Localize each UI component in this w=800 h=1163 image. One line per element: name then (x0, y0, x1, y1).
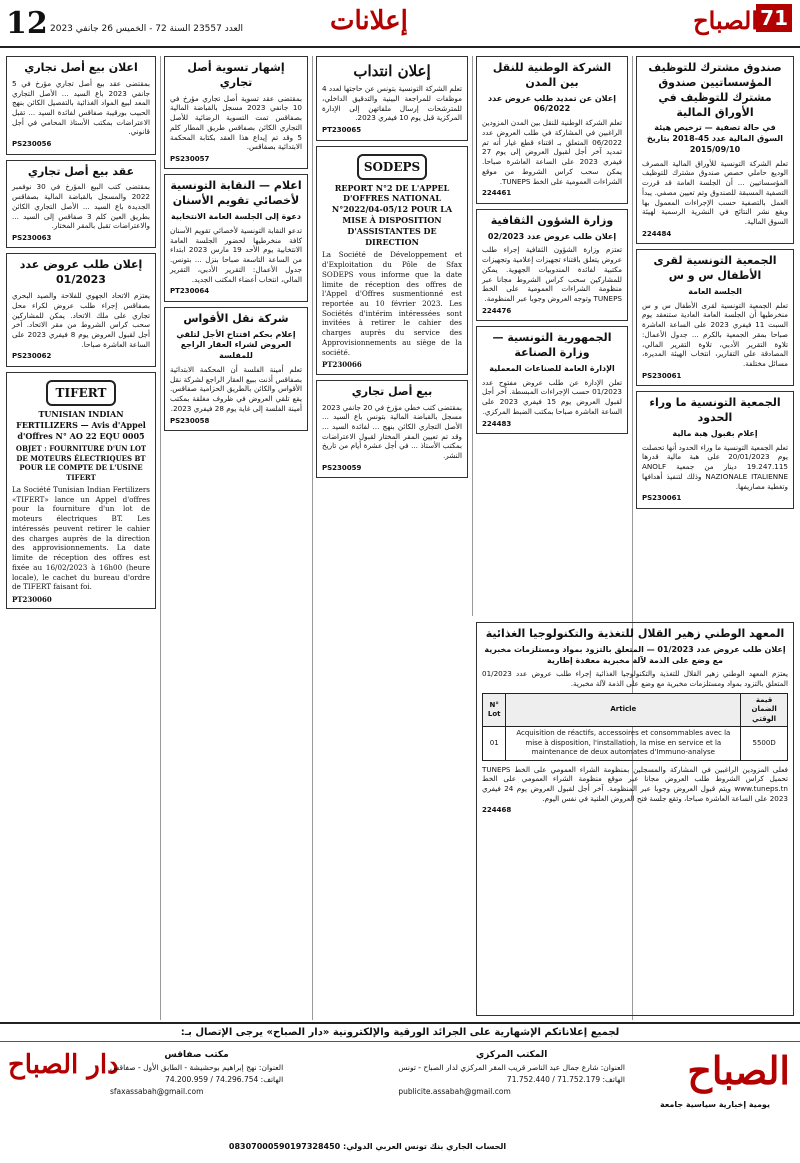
ad-ref: PS230062 (12, 352, 52, 361)
ad-subtitle: إعلان طلب عروض عدد 01/2023 — المتعلق بالتزود بمواد ومستلزمات مخبرية مع وضع على الذمة لآلة مخبرية معقدة إطارية (484, 644, 786, 665)
ad-ref: PS230056 (12, 140, 52, 149)
table-header-row (483, 693, 788, 726)
page-footer (0, 1022, 800, 1163)
ad-body-2: فعلى المزودين الراغبين في المشاركة والمسجلين بمنظومة الشراء العمومي على الخط TUNEPS تحميل كراس الشروط طلب العروض مجانا عبر موقع منظومة الشراء العمومي على الخط www.tuneps.tn ويتم قبول العروض وجوبا عبر المنظومة. آخر أجل لقبول العروض يوم 24 فيفري 2023 على الساعة العاشرة صباحا، وتقع جلسة فتح العروض العلنية في نفس اليوم. (482, 764, 788, 803)
sfax-address: العنوان: نهج إبراهيم بوحشيشة - الطابق الأول - صفاقس (110, 1063, 284, 1073)
ad-orthodontists-union (164, 174, 308, 301)
ad-ref: PT230066 (322, 360, 362, 370)
ad-title: الجمعية التونسية ما وراء الحدود (649, 396, 781, 425)
ad-business-sale-2 (6, 56, 156, 155)
ad-tifert (6, 372, 156, 609)
ad-ref: 224476 (482, 306, 512, 315)
ad-subtitle: الجلسة العامة (688, 286, 742, 296)
ad-body: La Société de Développement et d'Exploitation du Pôle de Sfax SODEPS vous informe que la date limite de réception des offres de l'Appel d'Offres susmentionné est reportée au 10 février 2023. Les Sociétés d'intérim intéressées sont invitées à retirer le cahier des charges auprès du service des Approvisionnements au siège de la société. (322, 250, 462, 357)
ad-body: تعلم الشركة التونسية للأوراق المالية المصرف الوديع حاملي حصص صندوق مشترك للتوظيف المؤسساتيين ... أن الجلسة العامة قد قررت التصفية المسبقة للصندوق وتم تعيين مصفي. يبدأ العمل بالتصفية حسب الإجراءات المعمول بها ويقع نشر النتائج في النشرية الرسمية لهيئة السوق المالية. (642, 158, 788, 227)
ad-body: تعتزم وزارة الشؤون الثقافية إجراء طلب عروض يتعلق باقتناء تجهيزات إعلامية وتجهيزات مكتبية لفائدة المندوبيات الجهوية. يمكن للمشاركين سحب كراس الشروط مجانا عبر منظومة الشراءات العمومية على الخط TUNEPS وتوجه العروض وجوبا عبر المنظومة. (482, 245, 622, 303)
ad-recruitment (316, 56, 468, 141)
ad-subtitle: إعلان طلب عروض عدد 02/2023 (487, 231, 617, 241)
col-header: Article (506, 693, 741, 726)
table-cell: 5500D (741, 727, 788, 760)
bottom-ad-area (476, 622, 794, 1020)
hq-email[interactable]: publicite.assabah@gmail.com (398, 1087, 511, 1097)
ad-title: إعلان انتداب (353, 62, 431, 80)
ad-ref: 224468 (482, 806, 512, 815)
ad-ref: PS230058 (170, 416, 210, 425)
ad-body: تدعو النقابة التونسية لأخصائي تقويم الأسنان كافة منخرطيها لحضور الجلسة العامة الانتخابية يوم الأحد 19 مارس 2023 ابتداء من الساعة التاسعة صباحا بنزل ... بتونس. جدول الأعمال: التقرير الأدبي، التقرير المالي، انتخاب أعضاء المكتب الجديد. (170, 225, 302, 284)
ad-business-settlement (164, 56, 308, 169)
ad-nutrition-institute (476, 622, 794, 1016)
ad-business-sale-3 (6, 160, 156, 249)
ad-tender-utap (6, 253, 156, 366)
lot-table (482, 693, 788, 761)
ad-ref: PT230064 (170, 287, 210, 296)
ad-ref: PS230063 (12, 234, 52, 243)
footer-contacts (110, 1048, 625, 1098)
ad-body: بمقتضى عقد بيع أصل تجاري مؤرخ في 5 جانفي 2023 باع السيد ... الأصل التجاري المعد لبيع المواد الغذائية بالتفصيل الكائن بنهج الحبيب بورقيبة صفاقس لفائدة السيد ... تقبل الاعتراضات بمكتب الأستاذ المحامي في أجل قانوني. (12, 78, 150, 137)
table-row (483, 727, 788, 760)
ad-industry-ministry (476, 326, 628, 434)
ad-ref: PS230061 (642, 494, 682, 503)
ad-title: بيع أصل تجاري (351, 384, 433, 398)
ad-body: بمقتضى كتب البيع المؤرخ في 30 نوفمبر 2022 والمسجل بالقباضة المالية بصفاقس الجديدة باع السيد ... الأصل التجاري الكائن بطريق العين كلم 3 صفاقس إلى السيد ... والاعتراضات تقبل بالمقر المختار. (12, 182, 150, 231)
sfax-phone: الهاتف: 74.296.754 / 74.200.959 (165, 1075, 284, 1085)
ad-title: عقد بيع أصل تجاري (27, 164, 135, 178)
ad-body: يعتزم المعهد الوطني زهير القلال للتغذية والتكنولوجيا الغذائية إجراء طلب عروض عدد 01/2023 المتعلق بالتزود بمواد ومستلزمات مخبرية مع وضع على الذمة لآلة مخبرية. (482, 669, 788, 689)
ad-body: تعلم الشركة الوطنية للنقل بين المدن المزودين الراغبين في المشاركة في طلب العروض عدد 06/2022 المتعلق بـ اقتناء قطع غيار أنه تم تمديد آخر أجل لقبول العروض إلى يوم 27 فيفري 2023 على الساعة العاشرة صباحا. يمكن سحب كراس الشروط من موقع الشراءات العمومية على الخط TUNEPS. (482, 118, 622, 186)
ad-subtitle: إعلام بحكم افتتاح الأجل لتلقي العروض لشراء العقار الراجع للمفلسة (176, 329, 296, 361)
column-4 (164, 56, 308, 1020)
logo-text: الصباح (693, 6, 758, 35)
hq-block (398, 1048, 625, 1098)
ad-title: TUNISIAN INDIAN FERTILIZERS — Avis d'Appel d'Offres N° AO 22 EQU 0005 (16, 408, 146, 441)
ad-subtitle: OBJET : FOURNITURE D'UN LOT DE MOTEURS ÉLECTRIQUES BT POUR LE COMPTE DE L'USINE TIFERT (15, 444, 147, 482)
table-cell: 01 (483, 727, 506, 760)
ad-title: اعلام — النقابة التونسية لأخصائي تقويم الأسنان (170, 179, 302, 208)
hq-phone: الهاتف: 71.752.179 / 71.752.440 (506, 1075, 625, 1085)
logo-number: 71 (756, 4, 792, 32)
ad-subtitle: الإدارة العامة للصناعات المعملية (489, 363, 615, 373)
page-number: 12 (6, 6, 48, 41)
issue-line: العدد 23557 السنة 72 - الخميس 26 جانفي 2023 (50, 24, 244, 34)
ad-body: يعتزم الاتحاد الجهوي للفلاحة والصيد البحري بصفاقس إجراء طلب عروض لكراء محل تجاري على ملك الاتحاد. يمكن للمشاركين سحب كراس الشروط من مقر الاتحاد. آخر أجل لقبول العروض يوم 8 فيفري 2023 على الساعة العاشرة صباحا. (12, 291, 150, 349)
ad-body: تعلم الجمعية التونسية ما وراء الحدود أنها تحصلت يوم 20/01/2023 على هبة مالية قدرها 19.247.115 دينار من جمعية ANOLF NAZIONALE ITALIENNE وذلك لتنفيذ أهدافها وتغطية مصاريفها. (642, 442, 789, 491)
column-2 (476, 56, 628, 616)
ad-ref: PT230060 (12, 594, 52, 604)
ad-title: وزارة الشؤون الثقافية (490, 213, 614, 227)
ad-body: تعلم الجمعية التونسية لقرى الأطفال س و س منخرطيها أن الجلسة العامة العادية ستنعقد يوم السبت 11 فيفري 2023 على الساعة العاشرة صباحا بمقر الجمعية بالكرم ... جدول الأعمال: تلاوة التقرير الأدبي، تلاوة التقرير المالي، المصادقة على التقارير، انتخاب الهيئة المديرة، مسائل مختلفة. (642, 300, 788, 369)
page-header (0, 0, 800, 48)
column-3 (316, 56, 468, 1020)
ad-business-sale (316, 380, 468, 479)
sfax-title: مكتب صفاقس (164, 1050, 229, 1060)
footer-contact-line: لجميع إعلاناتكم الإشهارية على الجرائد الورقية والإلكترونية «دار الصباح» يرجى الإتصال بـ: (0, 1024, 800, 1042)
ad-sodeps-report (316, 146, 468, 375)
column-divider (160, 56, 161, 1020)
ad-ref: 224461 (482, 189, 512, 198)
ad-ref: PS230061 (642, 371, 682, 380)
ad-culture-ministry (476, 209, 628, 321)
table-cell: Acquisition de réactifs, accessoires et consommables avec la mise à disposition, l'installation, la mise en service et la maintenance de deux automates d'Immuno-analyse (506, 727, 741, 760)
ad-subtitle: في حالة تصفية — ترخيص هيئة السوق المالية عدد 45-2018 بتاريخ 2015/09/10 (646, 123, 783, 154)
newspaper-logo (652, 4, 792, 42)
ad-title: إشهار تسوية أصل تجاري (187, 61, 285, 89)
ad-title: الشركة الوطنية للنقل بين المدن (492, 61, 612, 89)
ad-ref: PS230057 (170, 155, 210, 163)
ad-title: REPORT N°2 DE L'APPEL D'OFFRES NATIONAL N°2022/04-05/12 POUR LA MISE À DISPOSITION D'ASSISTANTES DE DIRECTION (331, 182, 453, 247)
ad-bankruptcy-sale (164, 307, 308, 431)
column-5 (6, 56, 156, 1020)
ad-fund-liquidation (636, 56, 794, 244)
ad-body: تعلن الإدارة عن طلب عروض مفتوح عدد 01/2023 حسب الإجراءات المبسطة. آخر أجل لقبول العروض يوم 15 فيفري 2023 على الساعة العاشرة صباحا بمكتب الضبط المركزي. (482, 377, 622, 416)
footer-logo: الصباح (687, 1048, 790, 1093)
tifert-logo: TIFERT (46, 380, 116, 406)
ad-body: بمقتضى كتب خطي مؤرخ في 20 جانفي 2023 مسجل بالقباضة المالية بتونس باع السيد ... الأصل التجاري الكائن بنهج ... لفائدة السيد ... وقد تم تعيين المقر المختار لقبول الاعتراضات بمكتب الأستاذ ... في أجل عشرة أيام من تاريخ النشر. (322, 402, 462, 461)
sfax-block (110, 1048, 283, 1098)
col-header: قيمة الضمان الوقتي (741, 693, 788, 726)
dar-assabah-logo: دار الصباح (8, 1050, 119, 1080)
ad-ref: PS230059 (322, 463, 362, 472)
column-divider (472, 56, 473, 616)
footer-tagline: يومية إخبارية سياسية جامعة (660, 1100, 770, 1109)
col-header: N° Lot (483, 693, 506, 726)
ad-title: اعلان بيع أصل تجاري (24, 61, 138, 74)
ad-title: شركة نقل الأقواس (183, 311, 289, 325)
hq-title: المكتب المركزي (476, 1050, 548, 1060)
ad-beyond-borders (636, 391, 794, 509)
ad-body: La Société Tunisian Indian Fertilizers «TIFERT» lance un Appel d'offres pour la fourniture d'un lot de moteurs électriques BT. Les intéressés peuvent retirer le cahier des charges auprès de la direction des approvisionnements. La date limite de réception des offres est fixée au 16/02/2023 à 16h00 (heure locale), le cachet du bureau d'ordre de TIFERT faisant foi. (12, 485, 150, 592)
section-title: إعلانات (330, 6, 408, 36)
ad-body: تعلم الشركة التونسية بتونس عن حاجتها لعدد 4 موظفات للمراجعة البينية والتدقيق الداخلي، للمترشحات إرسال ملفاتهن إلى الإدارة المركزية قبل يوم 10 فيفري 2023. (322, 84, 462, 123)
ad-body: بمقتضى عقد تسوية أصل تجاري مؤرخ في 10 جانفي 2023 مسجل بالقباضة المالية بصفاقس تمت التسوية الرضائية للأصل التجاري الكائن بصفاقس طريق المطار كلم 5 وقد تم إيداع هذا العقد بكتابة المحكمة الابتدائية بصفاقس. (170, 93, 302, 152)
sfax-email[interactable]: sfaxassabah@gmail.com (110, 1087, 204, 1097)
ad-ref: 224483 (482, 419, 512, 428)
ad-ref: 224484 (642, 229, 672, 238)
hq-address: العنوان: شارع جمال عبد الناصر قريب المقر المركزي لدار الصباح - تونس (398, 1063, 625, 1073)
column-divider (312, 56, 313, 1020)
ad-sntri-extension (476, 56, 628, 204)
ad-sos-villages (636, 249, 794, 386)
ad-subtitle: إعلان عن تمديد طلب عروض عدد 06/2022 (488, 93, 616, 114)
ad-body: تعلم أمينة الفلسة أن المحكمة الابتدائية بصفاقس أذنت ببيع العقار الراجع لشركة نقل الأقواس والكائن بالطريق الحزامية صفاقس. يقع تلقي العروض في ظروف مغلقة بمكتب أمينة الفلسة إلى غاية يوم 28 فيفري 2023. (170, 364, 302, 413)
ad-title: الجمهورية التونسية — وزارة الصناعة (492, 331, 612, 359)
ad-title: المعهد الوطني زهير القلال للتغذية والتكنولوجيا الغذائية (485, 627, 785, 640)
ad-title: الجمعية التونسية لقرى الأطفال س و س (653, 254, 777, 283)
ad-ref: PT230065 (322, 126, 362, 135)
footer-bank-line: الحساب الجاري بنك تونس العربي الدولي: 08307000590197328450 (228, 1142, 507, 1151)
ad-subtitle: دعوة إلى الجلسة العامة الانتخابية (171, 212, 301, 222)
ad-title: إعلان طلب عروض عدد 01/2023 (19, 258, 143, 287)
ad-title: صندوق مشترك للتوظيف المؤسساتيين صندوق مشترك للتوظيف في الأوراق المالية (648, 61, 782, 119)
sodeps-logo: SODEPS (357, 154, 427, 180)
ad-subtitle: إعلام بقبول هبة مالية (672, 428, 758, 438)
